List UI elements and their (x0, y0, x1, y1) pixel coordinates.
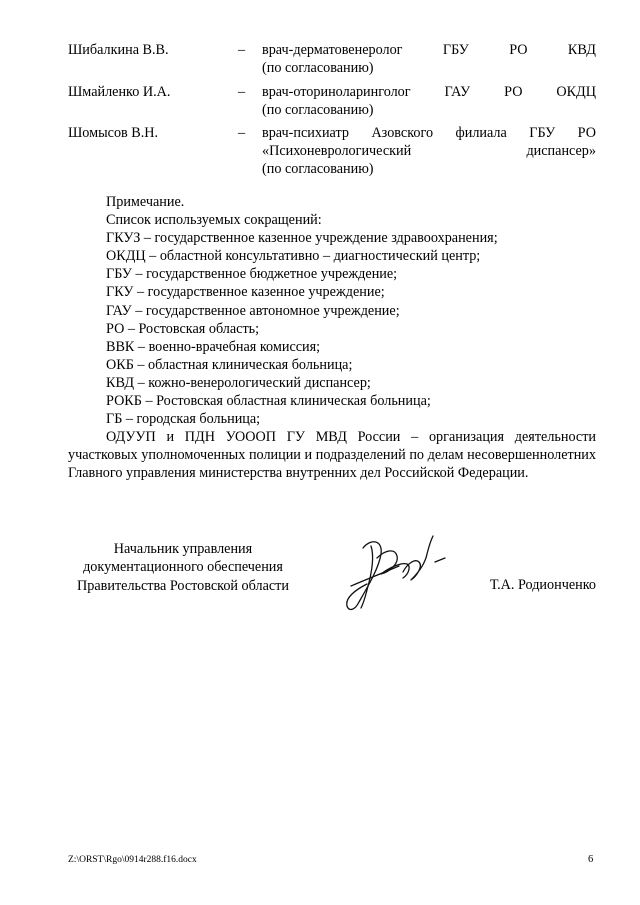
file-path: Z:\ORST\Rgo\0914r288.f16.docx (68, 855, 197, 865)
signer-name: Т.А. Родионченко (489, 577, 596, 593)
signer-position-line: Начальник управления (113, 541, 253, 557)
role-line-part: врач-психиатр (262, 125, 349, 141)
role-line-part: РО (577, 125, 596, 141)
role-line: (по согласованию) (262, 60, 374, 76)
abbreviation-item: ВВК – военно-врачебная комиссия; (106, 338, 321, 355)
note-block (68, 193, 596, 483)
abbreviation-item: ГБ – городская больница; (106, 411, 261, 428)
role-line (262, 124, 596, 142)
role-line-part: ОКДЦ (556, 84, 596, 100)
dash-separator: – (238, 125, 246, 141)
abbreviation-item: РОКБ – Ростовская областная клиническая больница; (106, 393, 431, 410)
abbreviation-list-title: Список используемых сокращений: (106, 212, 322, 229)
handwritten-signature (341, 528, 451, 616)
abbreviation-item: ГКУ – государственное казенное учреждение; (106, 284, 385, 301)
role-line-part: КВД (567, 42, 596, 58)
role-line-part: Азовского (371, 125, 434, 141)
role-line-part: РО (509, 42, 528, 58)
abbreviation-paragraph: ОДУУП и ПДН УОООП ГУ МВД России – организация деятельности участковых уполномоченных полиции и подразделений по делам несовершеннолетних Главного управления министерства внутренних дел Российской Федерации. (68, 429, 596, 482)
role-line (262, 142, 596, 160)
role-line-justified (262, 124, 596, 142)
note-heading: Примечание. (106, 194, 185, 210)
page-number: 6 (588, 854, 594, 865)
dash-separator: – (238, 84, 246, 100)
signer-position-line: Правительства Ростовской области (77, 577, 289, 594)
role-line-part: врач-дерматовенеролог (262, 42, 403, 58)
role-description (262, 83, 596, 119)
role-line-part: диспансер» (526, 143, 596, 159)
role-line-part: ГБУ (529, 125, 556, 141)
role-description (262, 41, 596, 77)
role-line-part: ГБУ (442, 42, 469, 58)
person-name: Шмайленко И.А. (68, 84, 171, 100)
role-line-justified (262, 142, 596, 160)
abbreviation-item: КВД – кожно-венерологический диспансер; (106, 374, 371, 391)
role-line-part: врач-оториноларинголог (262, 84, 411, 100)
role-line (262, 41, 596, 59)
abbreviation-item: ГАУ – государственное автономное учреждение; (106, 302, 400, 319)
role-line (262, 83, 596, 101)
abbreviation-item: ОКДЦ – областной консультативно – диагностический центр; (106, 248, 481, 265)
signer-position (68, 540, 298, 595)
role-line: (по согласованию) (262, 102, 374, 118)
role-line-justified (262, 83, 596, 101)
role-line: (по согласованию) (262, 161, 374, 177)
role-line-part: «Психоневрологический (262, 143, 412, 159)
role-line-part: РО (504, 84, 523, 100)
person-name: Шибалкина В.В. (68, 42, 169, 58)
abbreviation-item: РО – Ростовская область; (106, 320, 260, 337)
role-description (262, 124, 596, 178)
person-name: Шомысов В.Н. (68, 125, 159, 141)
role-line-part: филиала (455, 125, 507, 141)
abbreviation-item: ОКБ – областная клиническая больница; (106, 356, 353, 373)
abbreviation-item: ГКУЗ – государственное казенное учреждение здравоохранения; (106, 230, 498, 247)
dash-separator: – (238, 42, 246, 58)
role-line-justified (262, 41, 596, 59)
abbreviation-item: ГБУ – государственное бюджетное учреждение; (106, 266, 398, 283)
signer-position-line: документационного обеспечения (83, 559, 283, 576)
role-line-part: ГАУ (444, 84, 471, 100)
